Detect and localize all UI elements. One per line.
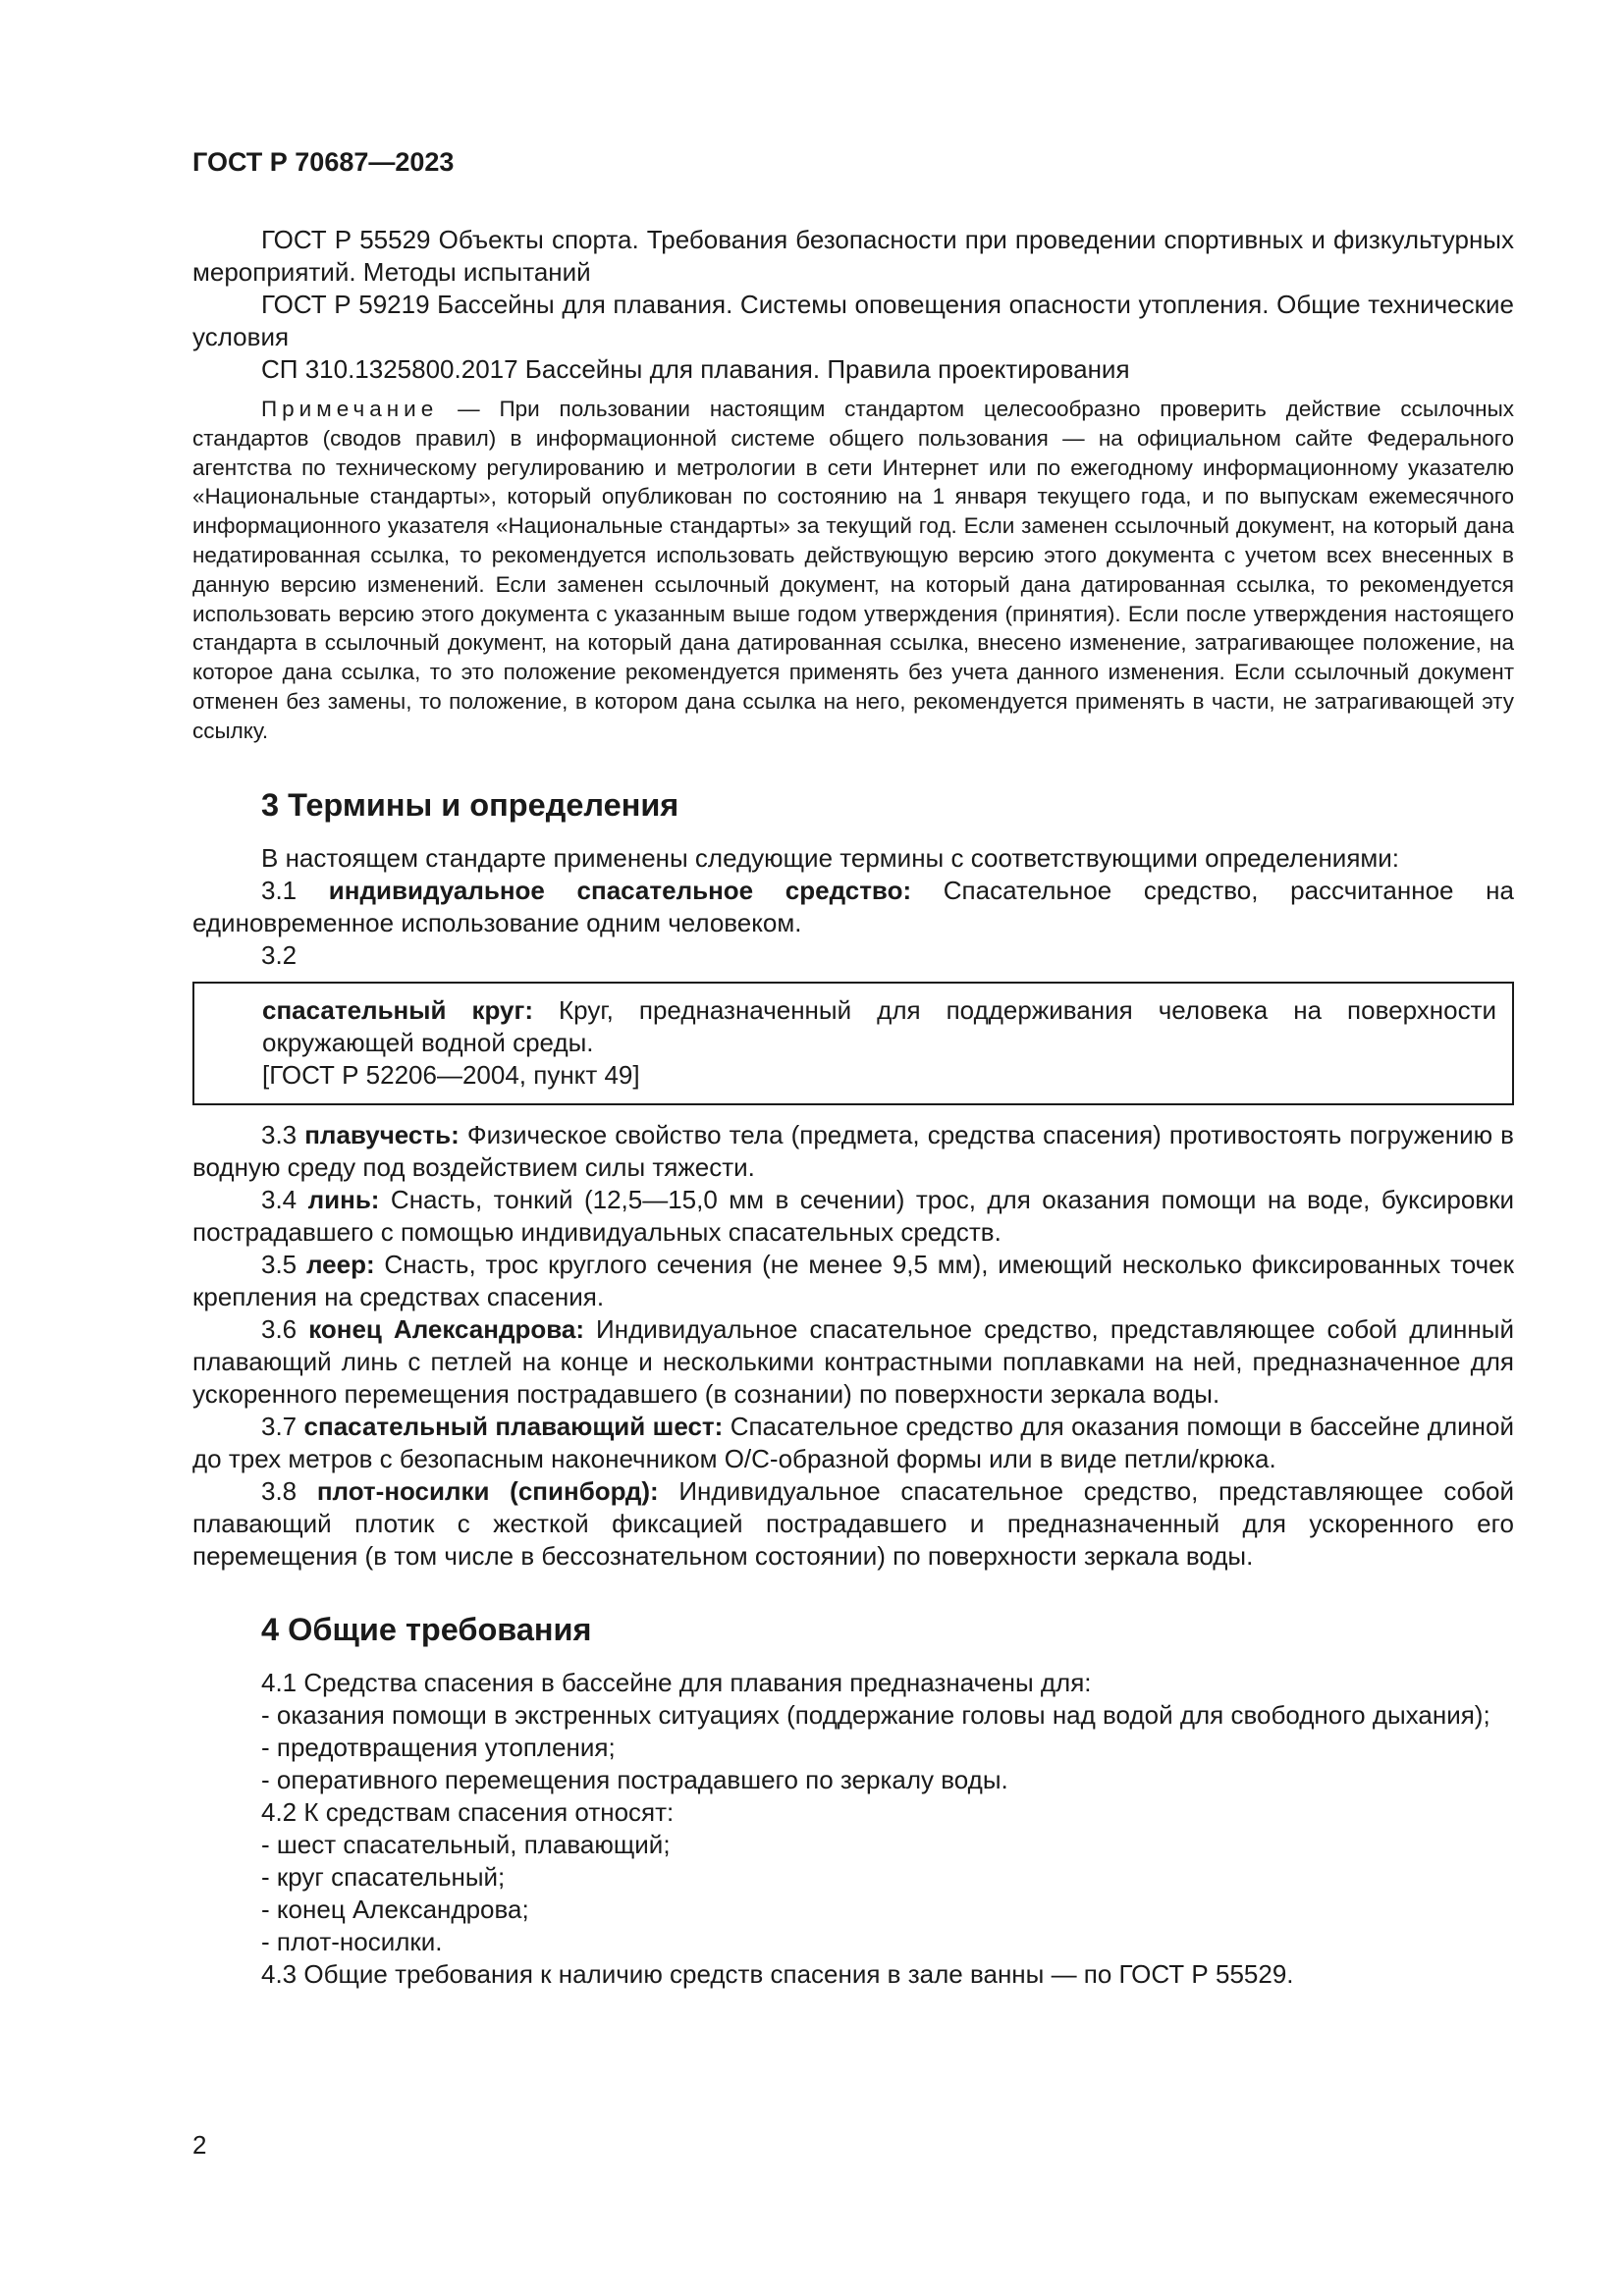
term-definition: Круг, предназначенный для поддерживания человека на поверхности окружающей водной среды. [262,994,1496,1057]
reference-gost-59219: ГОСТ Р 59219 Бассейны для плавания. Системы оповещения опасности утопления. Общие технические условия [192,290,1514,351]
reference-sp-310: СП 310.1325800.2017 Бассейны для плавания. Правила проектирования [261,354,1130,384]
term-definition: Спасательное средство для оказания помощи в бассейне длиной до трех метров с безопасным наконечником О/С-образной формы или в виде петли/крюка. [192,1411,1514,1473]
reference-gost-55529: ГОСТ Р 55529 Объекты спорта. Требования безопасности при проведении спортивных и физкультурных мероприятий. Методы испытаний [192,225,1514,287]
term-3-2 [262,994,1496,1059]
term-3-6 [192,1313,1514,1411]
page-number: 2 [192,2130,207,2160]
document-header: ГОСТ Р 70687—2023 [192,147,455,177]
term-name: спасательный круг: [262,994,533,1025]
term-number: 3.4 [261,1184,308,1214]
quoted-term-box [192,982,1514,1105]
term-name: леер: [305,1249,375,1279]
term-definition: Индивидуальное спасательное средство, представляющее собой плавающий плотик с жесткой фиксацией пострадавшего и предназначенный для ускоренного его перемещения (в том числе в бессознательном состоянии) по поверхности зеркала воды. [192,1475,1514,1571]
term-definition: Снасть, тонкий (12,5—15,0 мм в сечении) трос, для оказания помощи на воде, буксировки пострадавшего с помощью индивидуальных спасательных средств. [192,1184,1515,1247]
list-item: - круг спасательный; [261,1861,506,1892]
section-3-intro: В настоящем стандарте применены следующие термины с соответствующими определениями: [261,842,1400,873]
term-name: конец Александрова: [308,1313,584,1344]
note-text: — При пользовании настоящим стандартом целесообразно проверить действие ссылочных стандартов (сводов правил) в информационной системе общего пользования — на официальном сайте Федерального агентства по техническому регулированию и метрологии в сети Интернет или по ежегодному информационному указателю «Национальные стандарты», который опубликован по состоянию на 1 января текущего года, и по выпускам ежемесячного информационного указателя «Национальные стандарты» за текущий год. Если заменен ссылочный документ, на который дана недатированная ссылка, то рекомендуется использовать действующую версию этого документа с учетом всех внесенных в данную версию изменений. Если заменен ссылочный документ, на который дана датированная ссылка, то рекомендуется использовать версию этого документа с указанным выше годом утверждения (принятия). Если после утверждения настоящего стандарта в ссылочный документ, на который дана датированная ссылка, внесено изменение, затрагивающее положение, на которое дана ссылка, то это положение рекомендуется применять без учета данного изменения. Если ссылочный документ отменен без замены, то положение, в котором дана ссылка на него, рекомендуется применять в части, не затрагивающей эту ссылку. [192,397,1514,743]
term-source: [ГОСТ Р 52206—2004, пункт 49] [262,1059,640,1090]
list-item: - предотвращения утопления; [261,1732,616,1762]
term-name: плавучесть: [304,1119,460,1149]
list-item: - оперативного перемещения пострадавшего по зеркалу воды. [261,1764,1008,1794]
term-3-7 [192,1411,1514,1475]
term-definition: Физическое свойство тела (предмета, средства спасения) противостоять погружению в водную среду под воздействием силы тяжести. [192,1119,1514,1182]
list-item: - оказания помощи в экстренных ситуациях (поддержание головы над водой для свободного дыхания); [261,1699,1490,1730]
term-number: 3.7 [261,1411,304,1441]
term-number: 3.1 [261,875,329,905]
term-definition: Индивидуальное спасательное средство, представляющее собой длинный плавающий линь с петлей на конце и несколькими контрастными поплавками на ней, предназначенное для ускоренного перемещения пострадавшего (в сознании) по поверхности зеркала воды. [192,1313,1514,1409]
term-3-3 [192,1119,1514,1184]
term-3-1 [192,875,1514,939]
term-3-4 [192,1184,1514,1249]
page-content [192,224,1514,1991]
term-name: индивидуальное спасательное средство: [328,875,912,905]
term-name: спасательный плавающий шест: [303,1411,724,1441]
term-name: плот-носилки (спинборд): [316,1475,659,1506]
list-item: - шест спасательный, плавающий; [261,1829,671,1859]
term-definition: Снасть, трос круглого сечения (не менее 9,5 мм), имеющий несколько фиксированных точек крепления на средствах спасения. [192,1249,1514,1311]
section-4-heading: 4 Общие требования [261,1611,592,1647]
clause-4-2: 4.2 К средствам спасения относят: [261,1796,675,1827]
term-name: линь: [307,1184,380,1214]
list-item: - плот-носилки. [261,1926,443,1956]
term-3-8 [192,1475,1514,1573]
term-number: 3.5 [261,1249,306,1279]
clause-4-3: 4.3 Общие требования к наличию средств спасения в зале ванны — по ГОСТ Р 55529. [261,1958,1294,1989]
note-paragraph [192,395,1514,746]
term-number: 3.3 [261,1119,305,1149]
term-3-2-number: 3.2 [261,939,298,970]
section-3-heading: 3 Термины и определения [261,786,679,823]
term-3-5 [192,1249,1514,1313]
clause-4-1: 4.1 Средства спасения в бассейне для плавания предназначены для: [261,1667,1092,1697]
list-item: - конец Александрова; [261,1894,529,1924]
term-definition: Спасательное средство, рассчитанное на единовременное использование одним человеком. [192,875,1514,937]
note-label: Примечание [261,397,439,421]
term-number: 3.8 [261,1475,317,1506]
term-number: 3.6 [261,1313,309,1344]
